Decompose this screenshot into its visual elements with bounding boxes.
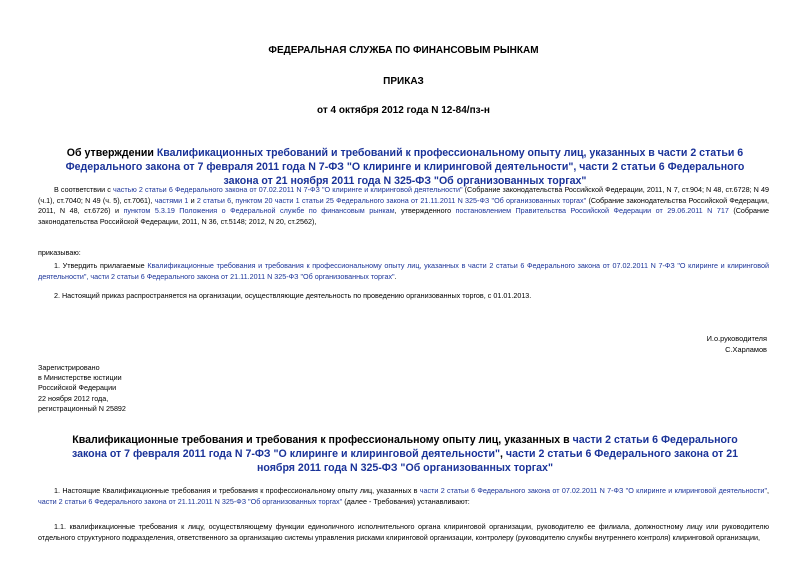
- preamble-text-5: (Собрание законодательства Российской Федерации, 2011, N 48, ст.6726) и: [38, 195, 769, 216]
- order-item-1-link[interactable]: Квалификационные требования и требования к профессиональному опыту лиц, указанных в части 2 статьи 6 Федерального закона от 07.02.2011 N 7-ФЗ "О клиринге и клиринговой деятельности", части 2 статьи 6 Федерального закона от 21.11.2011 N 325-ФЗ "Об организованных торгах": [38, 261, 769, 281]
- preamble-text-4: ,: [231, 195, 236, 205]
- preamble-link-clearing-law[interactable]: частью 2 статьи 6 Федерального закона от 07.02.2011 N 7-ФЗ "О клиринге и клиринговой деятельности": [113, 185, 463, 194]
- document-date-number: от 4 октября 2012 года N 12-84/пз-н: [317, 105, 490, 116]
- document-type: ПРИКАЗ: [383, 76, 424, 87]
- order-item-1-end: .: [394, 271, 397, 281]
- preamble-link-government-decree[interactable]: постановлением Правительства Российской Федерации от 29.06.2011 N 717: [455, 206, 729, 216]
- order-title-prefix: Об утверждении: [66, 147, 157, 159]
- annex-item-1-link-trading[interactable]: части 2 статьи 6 Федерального закона от 21.11.2011 N 325-ФЗ "Об организованных торгах": [38, 496, 343, 506]
- annex-title-link-clearing[interactable]: части 2 статьи 6 Федерального закона от 7 февраля 2011 года N 7-ФЗ "О клиринге и клиринговой деятельности": [71, 434, 738, 460]
- order-word: приказываю:: [38, 248, 81, 257]
- signature-position: И.о.руководителя: [706, 334, 767, 343]
- registration-line: Российской Федерации: [38, 383, 117, 393]
- registration-line: в Министерстве юстиции: [38, 373, 122, 383]
- preamble-link-parts-1[interactable]: частями 1: [154, 195, 189, 205]
- order-title-link[interactable]: Квалификационных требований и требований к профессиональному опыту лиц, указанных в части 2 статьи 6 Федерального закона от 7 февраля 2011 года N 7-ФЗ "О клиринге и клиринговой деятельности", части 2 статьи 6 Федерального закона от 21 ноября 2011 года N 325-ФЗ "Об организованных торгах": [65, 147, 745, 187]
- registration-block: [38, 363, 126, 414]
- signature-name: С.Харламов: [725, 344, 767, 354]
- preamble-link-trading-law[interactable]: пунктом 20 части 1 статьи 25 Федерального закона от 21.11.2011 N 325-ФЗ "Об организованных торгах": [235, 195, 587, 205]
- signature-block: [707, 334, 767, 355]
- preamble-text-6: , утвержденного: [394, 206, 456, 216]
- preamble-text-2: (Собрание законодательства Российской Федерации, 2011, N 7, ст.904; N 48, ст.6728; N 49 (ч.1), ст.7040; N 49 (ч. 5), ст.7061),: [38, 185, 769, 205]
- preamble-paragraph: [38, 185, 769, 227]
- preamble-text-7: (Собрание законодательства Российской Федерации, 2011, N 36, ст.5148; 2012, N 20, ст.2562),: [38, 206, 770, 226]
- annex-item-1-link-clearing[interactable]: части 2 статьи 6 Федерального закона от 07.02.2011 N 7-ФЗ "О клиринге и клиринговой деятельности": [419, 486, 768, 495]
- preamble-text-1: В соответствии с: [54, 185, 113, 194]
- order-item-2: 2. Настоящий приказ распространяется на организации, осуществляющие деятельность по проведению организованных торгов, с 01.01.2013.: [54, 291, 532, 300]
- annex-title-separator: ,: [500, 448, 506, 460]
- preamble-link-article-6[interactable]: 2 статьи 6: [196, 195, 232, 205]
- agency-title: ФЕДЕРАЛЬНАЯ СЛУЖБА ПО ФИНАНСОВЫМ РЫНКАМ: [268, 45, 539, 56]
- annex-title: [60, 433, 750, 475]
- order-item-1: [38, 261, 769, 282]
- order-item-1-text: 1. Утвердить прилагаемые: [54, 261, 148, 270]
- order-title: [60, 146, 750, 188]
- registration-date: 22 ноября 2012 года,: [38, 393, 109, 403]
- annex-item-1-1: 1.1. квалификационные требования к лицу, осуществляющему функции единоличного исполнительного органа клиринговой организации, руководителю ее филиала, должностному лицу или руководителю отдельного структурного подразделения, ответственного за организацию системы управления рисками клиринговой организации, контролеру (руководителю службы внутреннего контроля) клиринговой организации,: [38, 522, 769, 542]
- annex-title-prefix: Квалификационные требования и требования к профессиональному опыту лиц, указанных в: [72, 434, 573, 446]
- annex-item-1-text: 1. Настоящие Квалификационные требования и требования к профессиональному опыту лиц, указанных в: [54, 486, 420, 495]
- annex-title-link-trading[interactable]: части 2 статьи 6 Федерального закона от 21 ноября 2011 года N 325-ФЗ "Об организованных торгах": [257, 448, 739, 474]
- annex-item-1-end: (далее - Требования) устанавливают:: [342, 496, 470, 506]
- preamble-link-regulation[interactable]: пунктом 5.3.19 Положения о Федеральной службе по финансовым рынкам: [123, 206, 395, 216]
- registration-number: регистрационный N 25892: [38, 403, 126, 413]
- annex-item-1: [38, 486, 769, 507]
- preamble-text-3: и: [188, 195, 197, 205]
- annex-item-1-separator: ,: [767, 486, 770, 495]
- registration-line: Зарегистрировано: [38, 363, 100, 372]
